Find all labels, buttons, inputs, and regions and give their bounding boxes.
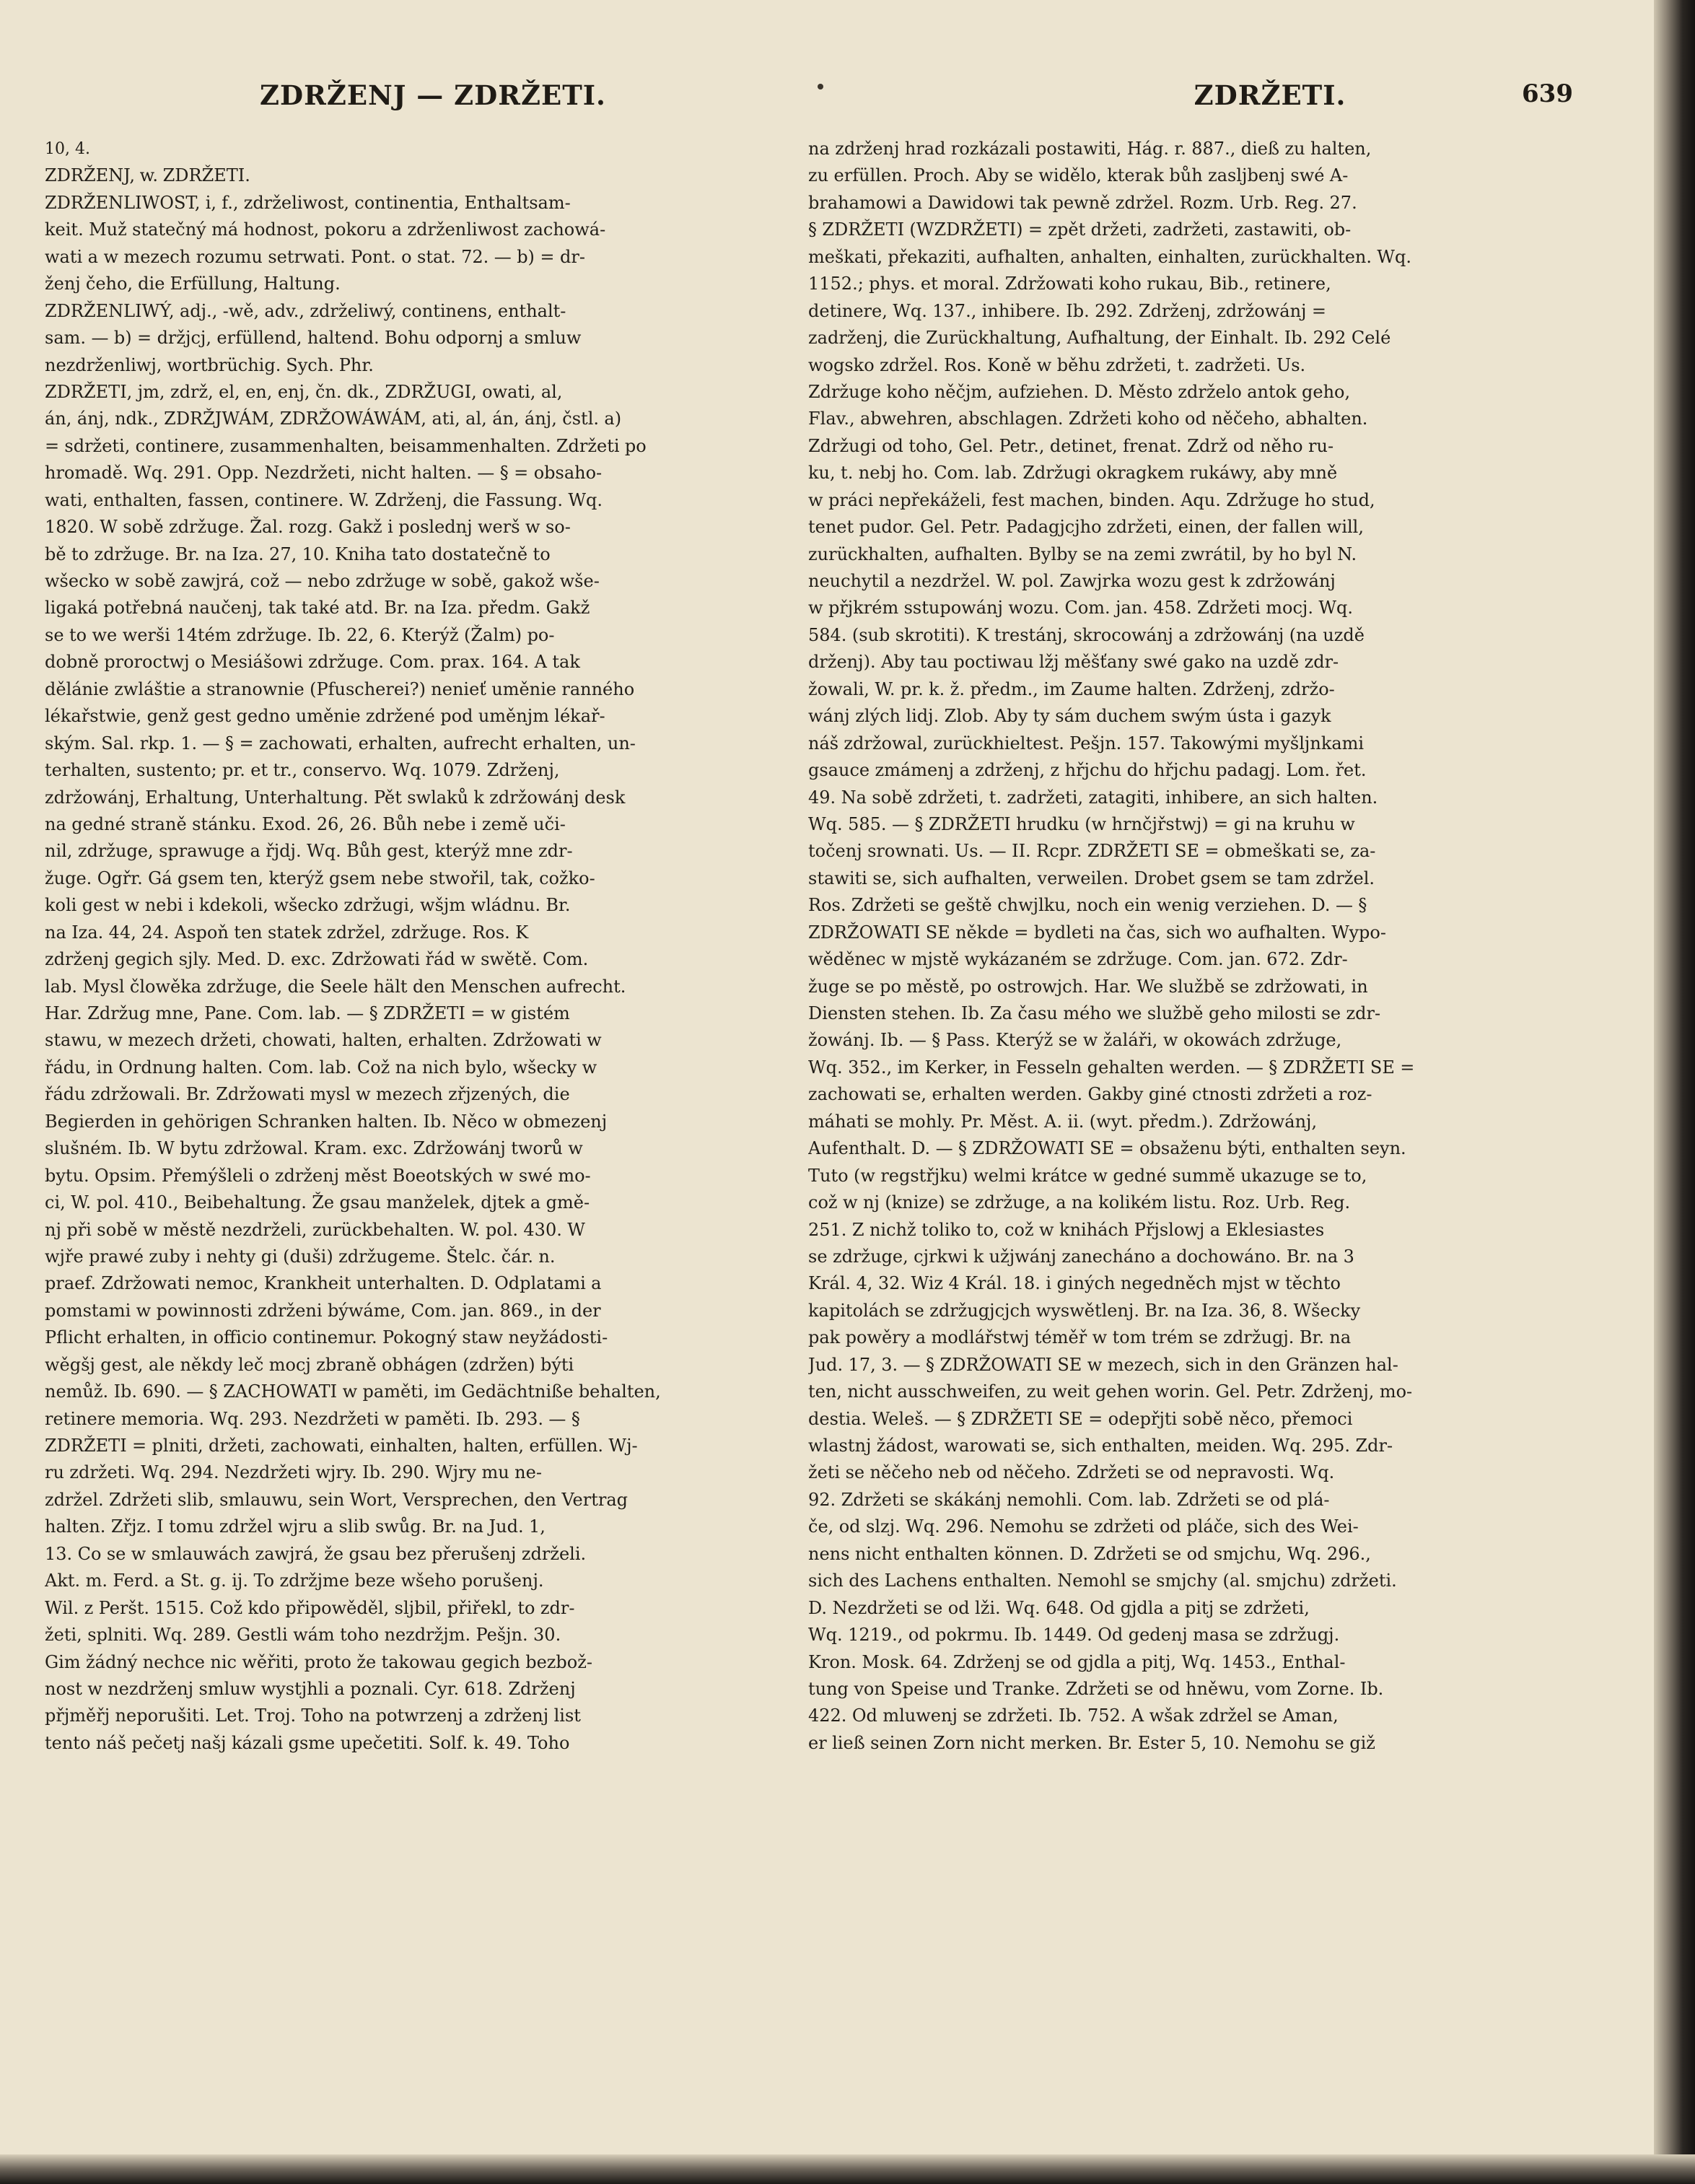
- text-line: ligaká potřebná naučenj, tak také atd. Br. na Iza. předm. Gakž: [45, 598, 590, 619]
- text-line: bytu. Opsim. Přemýšleli o zdrženj měst Boeotských w swé mo-: [45, 1165, 591, 1186]
- text-line: terhalten, sustento; pr. et tr., conservo. Wq. 1079. Zdrženj,: [45, 760, 560, 781]
- text-line: w práci nepřekáželi, fest machen, binden. Aqu. Zdržuge ho stud,: [808, 489, 1375, 510]
- left-column: [45, 136, 795, 2139]
- text-line: zu erfüllen. Proch. Aby se widělo, kterak bůh zasljbenj swé A-: [808, 165, 1349, 186]
- text-line: nemůž. Ib. 690. — § ZACHOWATI w paměti, im Gedächtniße behalten,: [45, 1381, 661, 1402]
- text-line: 13. Co se w smlauwách zawjrá, že gsau bez přerušenj zdrželi.: [45, 1543, 587, 1564]
- text-line: wati a w mezech rozumu setrwati. Pont. o stat. 72. — b) = dr-: [45, 246, 585, 267]
- text-line: řádu, in Ordnung halten. Com. lab. Což na nich bylo, wšecky w: [45, 1057, 597, 1078]
- text-line: wěděnec w mjstě wykázaném se zdržuge. Com. jan. 672. Zdr-: [808, 949, 1348, 970]
- text-line: ZDRŽENLIWOST, i, f., zdrželiwost, continentia, Enthaltsam-: [45, 192, 571, 213]
- text-line: bě to zdržuge. Br. na Iza. 27, 10. Kniha tato dostatečně to: [45, 543, 551, 564]
- text-line: Har. Zdržug mne, Pane. Com. lab. — § ZDRŽETI = w gistém: [45, 1003, 570, 1023]
- text-line: sam. — b) = držjcj, erfüllend, haltend. Bohu odpornj a smluw: [45, 328, 582, 349]
- ornament-dot: [818, 84, 823, 89]
- text-line: ku, t. nebj ho. Com. lab. Zdržugi okragkem rukáwy, aby mně: [808, 463, 1338, 484]
- text-line: Král. 4, 32. Wiz 4 Král. 18. i giných negedněch mjst w těchto: [808, 1273, 1341, 1294]
- text-line: drženj). Aby tau poctiwau lžj měšťany swé gako na uzdě zdr-: [808, 652, 1339, 673]
- text-line: Diensten stehen. Ib. Za času mého we službě geho milosti se zdr-: [808, 1003, 1381, 1023]
- text-line: ZDRŽETI, jm, zdrž, el, en, enj, čn. dk., ZDRŽUGI, owati, al,: [45, 381, 563, 402]
- page-edge-bottom: [0, 2154, 1695, 2184]
- text-line: w přjkrém sstupowánj wozu. Com. jan. 458. Zdržeti mocj. Wq.: [808, 598, 1354, 619]
- text-line: wšecko w sobě zawjrá, což — nebo zdržuge w sobě, gakož wše-: [45, 571, 600, 591]
- text-line: Flav., abwehren, abschlagen. Zdržeti koho od něčeho, abhalten.: [808, 409, 1368, 429]
- text-line: nil, zdržuge, sprawuge a řjdj. Wq. Bůh gest, kterýž mne zdr-: [45, 841, 573, 862]
- text-line: Wq. 352., im Kerker, in Fesseln gehalten werden. — § ZDRŽETI SE =: [808, 1057, 1415, 1078]
- text-line: 251. Z nichž toliko to, což w knihách Přjslowj a Eklesiastes: [808, 1219, 1325, 1240]
- text-line: náš zdržowal, zurückhieltest. Pešjn. 157. Takowými myšljnkami: [808, 733, 1365, 754]
- text-line: keit. Muž statečný má hodnost, pokoru a zdrženliwost zachowá-: [45, 219, 606, 240]
- text-line: Aufenthalt. D. — § ZDRŽOWATI SE = obsaženu býti, enthalten seyn.: [808, 1138, 1406, 1159]
- text-line: Wil. z Peršt. 1515. Což kdo připowěděl, sljbil, přiřekl, to zdr-: [45, 1597, 575, 1618]
- text-line: destia. Weleš. — § ZDRŽETI SE = odepřjti sobě něco, přemoci: [808, 1408, 1353, 1429]
- text-line: 584. (sub skrotiti). K trestánj, skrocowánj a zdržowánj (na uzdě: [808, 624, 1365, 645]
- text-line: án, ánj, ndk., ZDRŽJWÁM, ZDRŽOWÁWÁM, ati, al, án, ánj, čstl. a): [45, 409, 622, 429]
- text-line: 49. Na sobě zdržeti, t. zadržeti, zatagiti, inhibere, an sich halten.: [808, 787, 1378, 808]
- text-line: na gedné straně stánku. Exod. 26, 26. Bůh nebe i země uči-: [45, 813, 566, 834]
- text-line: praef. Zdržowati nemoc, Krankheit unterhalten. D. Odplatami a: [45, 1273, 602, 1294]
- text-line: žuge se po městě, po ostrowjch. Har. We službě se zdržowati, in: [808, 976, 1368, 997]
- text-line: zdržel. Zdržeti slib, smlauwu, sein Wort, Versprechen, den Vertrag: [45, 1489, 628, 1510]
- text-line: dělánie zwláštie a stranownie (Pfuscherei?) nenieť uměnie ranného: [45, 678, 635, 699]
- text-line: Akt. m. Ferd. a St. g. ij. To zdržjme beze wšeho porušenj.: [45, 1571, 544, 1591]
- text-line: pak powěry a modlářstwj téměř w tom trém se zdržugj. Br. na: [808, 1327, 1352, 1348]
- text-line: stawu, w mezech držeti, chowati, halten, erhalten. Zdržowati w: [45, 1030, 602, 1051]
- text-line: wogsko zdržel. Ros. Koně w běhu zdržeti, t. zadržeti. Us.: [808, 354, 1306, 375]
- text-line: wěgšj gest, ale někdy leč mocj zbraně obhágen (zdržen) býti: [45, 1354, 574, 1375]
- text-line: zdrženj gegich sjly. Med. D. exc. Zdržowati řád w swětě. Com.: [45, 949, 589, 970]
- text-line: žowali, W. pr. k. ž. předm., im Zaume halten. Zdrženj, zdržo-: [808, 678, 1335, 699]
- text-line: = sdržeti, continere, zusammenhalten, beisammenhalten. Zdržeti po: [45, 435, 647, 456]
- text-line: žuge. Ogřr. Gá gsem ten, kterýž gsem nebe stwořil, tak, cožko-: [45, 868, 595, 888]
- text-line: na Iza. 44, 24. Aspoň ten statek zdržel, zdržuge. Ros. K: [45, 922, 529, 943]
- text-line: pomstami w powinnosti zdrženi býwáme, Com. jan. 869., in der: [45, 1300, 601, 1321]
- page-edge-right: [1654, 0, 1695, 2184]
- text-line: 92. Zdržeti se skákánj nemohli. Com. lab. Zdržeti se od plá-: [808, 1489, 1330, 1510]
- text-line: brahamowi a Dawidowi tak pewně zdržel. Rozm. Urb. Reg. 27.: [808, 192, 1357, 213]
- right-column: [808, 136, 1567, 2139]
- text-line: zurückhalten, aufhalten. Bylby se na zemi zwrátil, by ho byl N.: [808, 543, 1357, 564]
- text-line: tung von Speise und Tranke. Zdržeti se od hněwu, vom Zorne. Ib.: [808, 1678, 1384, 1699]
- text-line: ženj čeho, die Erfüllung, Haltung.: [45, 274, 341, 294]
- text-line: D. Nezdržeti se od lži. Wq. 648. Od gjdla a pitj se zdržeti,: [808, 1597, 1310, 1618]
- text-line: lab. Mysl člowěka zdržuge, die Seele hält den Menschen aufrecht.: [45, 976, 626, 997]
- text-line: Wq. 1219., od pokrmu. Ib. 1449. Od gedenj masa se zdržugj.: [808, 1625, 1340, 1646]
- text-line: žowánj. Ib. — § Pass. Kterýž se w žaláři, w okowách zdržuge,: [808, 1030, 1342, 1051]
- text-line: zdržowánj, Erhaltung, Unterhaltung. Pět swlaků k zdržowánj desk: [45, 787, 626, 808]
- text-line: stawiti se, sich aufhalten, verweilen. Drobet gsem se tam zdržel.: [808, 868, 1375, 888]
- text-line: wati, enthalten, fassen, continere. W. Zdrženj, die Fassung. Wq.: [45, 489, 603, 510]
- text-line: slušném. Ib. W bytu zdržowal. Kram. exc. Zdržowánj tworů w: [45, 1138, 583, 1159]
- text-line: kapitolách se zdržugjcjch wyswětlenj. Br. na Iza. 36, 8. Wšecky: [808, 1300, 1361, 1321]
- text-line: Pflicht erhalten, in officio continemur. Pokogný staw neyžádosti-: [45, 1327, 608, 1348]
- text-line: nj při sobě w městě nezdrželi, zurückbehalten. W. pol. 430. W: [45, 1219, 585, 1240]
- text-line: lékařstwie, genž gest gedno uměnie zdržené pod uměnjm lékař-: [45, 706, 605, 727]
- text-line: 1820. W sobě zdržuge. Žal. rozg. Gakž i poslednj werš w so-: [45, 517, 571, 538]
- text-line: Tuto (w regstřjku) welmi krátce w gedné summě ukazuge se to,: [808, 1165, 1367, 1186]
- text-line: detinere, Wq. 137., inhibere. Ib. 292. Zdrženj, zdržowánj =: [808, 300, 1326, 321]
- text-line: žeti se něčeho neb od něčeho. Zdržeti se od nepravosti. Wq.: [808, 1462, 1335, 1483]
- text-line: retinere memoria. Wq. 293. Nezdržeti w paměti. Ib. 293. — §: [45, 1408, 580, 1429]
- text-line: máhati se mohly. Pr. Měst. A. ii. (wyt. předm.). Zdržowánj,: [808, 1111, 1318, 1132]
- text-line: Zdržuge koho něčjm, aufziehen. D. Město zdrželo antok geho,: [808, 381, 1351, 402]
- text-line: Kron. Mosk. 64. Zdrženj se od gjdla a pitj, Wq. 1453., Enthal-: [808, 1651, 1346, 1672]
- text-line: řádu zdržowali. Br. Zdržowati mysl w mezech zřjzených, die: [45, 1084, 570, 1105]
- running-head-right: ZDRŽETI.: [1193, 79, 1346, 111]
- page-number: 639: [1522, 79, 1573, 108]
- running-head-left: ZDRŽENJ — ZDRŽETI.: [260, 79, 606, 111]
- text-line: na zdrženj hrad rozkázali postawiti, Hág. r. 887., dieß zu halten,: [808, 139, 1372, 159]
- text-line: Ros. Zdržeti se geště chwjlku, noch ein wenig verziehen. D. — §: [808, 895, 1367, 916]
- text-line: nens nicht enthalten können. D. Zdržeti se od smjchu, Wq. 296.,: [808, 1543, 1371, 1564]
- text-line: ZDRŽOWATI SE někde = bydleti na čas, sich wo aufhalten. Wypo-: [808, 922, 1386, 943]
- text-line: Wq. 585. — § ZDRŽETI hrudku (w hrnčjřstwj) = gi na kruhu w: [808, 813, 1355, 834]
- text-line: sich des Lachens enthalten. Nemohl se smjchy (al. smjchu) zdržeti.: [808, 1571, 1397, 1591]
- text-line: zachowati se, erhalten werden. Gakby giné ctnosti zdržeti a roz-: [808, 1084, 1372, 1105]
- text-line: ZDRŽENLIWÝ, adj., -wě, adv., zdrželiwý, continens, enthalt-: [45, 300, 566, 321]
- text-line: koli gest w nebi i kdekoli, wšecko zdržugi, wšjm wládnu. Br.: [45, 895, 571, 916]
- text-line: če, od slzj. Wq. 296. Nemohu se zdržeti od pláče, sich des Wei-: [808, 1516, 1359, 1537]
- text-line: ZDRŽETI = plniti, držeti, zachowati, einhalten, halten, erfüllen. Wj-: [45, 1436, 638, 1456]
- text-line: nost w nezdrženj smluw wystjhli a poznali. Cyr. 618. Zdrženj: [45, 1678, 576, 1699]
- text-line: se zdržuge, cjrkwi k užjwánj zanecháno a dochowáno. Br. na 3: [808, 1246, 1354, 1267]
- text-line: er ließ seinen Zorn nicht merken. Br. Ester 5, 10. Nemohu se giž: [808, 1732, 1375, 1753]
- text-line: ru zdržeti. Wq. 294. Nezdržeti wjry. Ib. 290. Wjry mu ne-: [45, 1462, 542, 1483]
- text-line: 10, 4.: [45, 140, 90, 158]
- text-line: wjře prawé zuby i nehty gi (duši) zdržugeme. Štelc. čár. n.: [45, 1246, 556, 1267]
- text-line: ten, nicht ausschweifen, zu weit gehen worin. Gel. Petr. Zdrženj, mo-: [808, 1381, 1413, 1402]
- text-line: gsauce zmámenj a zdrženj, z hřjchu do hřjchu padagj. Lom. řet.: [808, 760, 1367, 781]
- text-line: neuchytil a nezdržel. W. pol. Zawjrka wozu gest k zdržowánj: [808, 571, 1336, 591]
- text-line: ským. Sal. rkp. 1. — § = zachowati, erhalten, aufrecht erhalten, un-: [45, 733, 636, 754]
- text-line: wlastnj žádost, warowati se, sich enthalten, meiden. Wq. 295. Zdr-: [808, 1436, 1393, 1456]
- text-line: což w nj (knize) se zdržuge, a na kolikém listu. Roz. Urb. Reg.: [808, 1192, 1351, 1213]
- text-line: točenj srownati. Us. — II. Rcpr. ZDRŽETI SE = obmeškati se, za-: [808, 841, 1376, 862]
- text-line: ci, W. pol. 410., Beibehaltung. Že gsau manželek, djtek a gmě-: [45, 1192, 590, 1213]
- text-line: tento náš pečetj našj kázali gsme upečetiti. Solf. k. 49. Toho: [45, 1732, 570, 1753]
- text-line: Jud. 17, 3. — § ZDRŽOWATI SE w mezech, sich in den Gränzen hal-: [808, 1354, 1398, 1375]
- text-line: halten. Zřjz. I tomu zdržel wjru a slib swůg. Br. na Jud. 1,: [45, 1516, 546, 1537]
- text-line: tenet pudor. Gel. Petr. Padagjcjho zdržeti, einen, der fallen will,: [808, 517, 1364, 538]
- text-line: wánj zlých lidj. Zlob. Aby ty sám duchem swým ústa i gazyk: [808, 706, 1331, 727]
- text-line: § ZDRŽETI (WZDRŽETI) = zpět držeti, zadržeti, zastawiti, ob-: [808, 219, 1352, 240]
- text-line: přjměřj neporušiti. Let. Troj. Toho na potwrzenj a zdrženj list: [45, 1705, 581, 1726]
- text-line: nezdrženliwj, wortbrüchig. Sych. Phr.: [45, 354, 374, 375]
- text-line: ZDRŽENJ, w. ZDRŽETI.: [45, 165, 250, 186]
- text-line: meškati, překaziti, aufhalten, anhalten, einhalten, zurückhalten. Wq.: [808, 246, 1411, 267]
- text-line: zadrženj, die Zurückhaltung, Aufhaltung, der Einhalt. Ib. 292 Celé: [808, 328, 1391, 349]
- text-line: 422. Od mluwenj se zdržeti. Ib. 752. A wšak zdržel se Aman,: [808, 1705, 1339, 1726]
- text-line: Begierden in gehörigen Schranken halten. Ib. Něco w obmezenj: [45, 1111, 608, 1132]
- text-line: 1152.; phys. et moral. Zdržowati koho rukau, Bib., retinere,: [808, 274, 1331, 294]
- text-line: Zdržugi od toho, Gel. Petr., detinet, frenat. Zdrž od něho ru-: [808, 435, 1334, 456]
- text-line: žeti, splniti. Wq. 289. Gestli wám toho nezdržjm. Pešjn. 30.: [45, 1625, 561, 1646]
- text-line: dobně proroctwj o Mesiášowi zdržuge. Com. prax. 164. A tak: [45, 652, 580, 673]
- text-line: se to we werši 14tém zdržuge. Ib. 22, 6. Kterýž (Žalm) po-: [45, 624, 555, 645]
- text-line: Gim žádný nechce nic wěřiti, proto že takowau gegich bezbož-: [45, 1651, 593, 1672]
- text-line: hromadě. Wq. 291. Opp. Nezdržeti, nicht halten. — § = obsaho-: [45, 463, 603, 484]
